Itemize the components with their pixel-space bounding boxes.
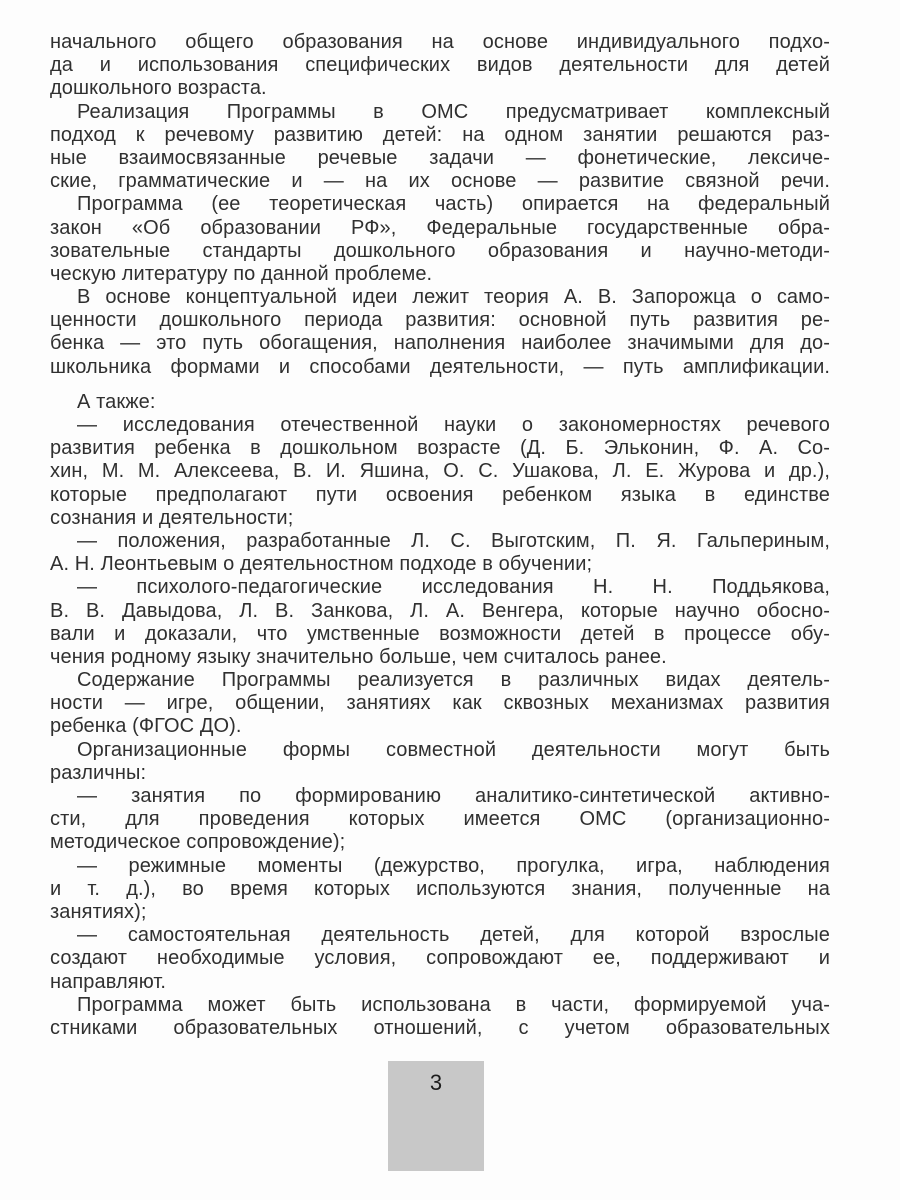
text-line: А также: bbox=[77, 390, 156, 413]
text-line: вали и доказали, что умственные возможности детей в процессе обу- bbox=[50, 622, 830, 645]
text-line: ности — игре, общении, занятиях как сквозных механизмах развития bbox=[50, 692, 830, 715]
text-line: — самостоятельная деятельность детей, для которой взрослые bbox=[77, 924, 830, 947]
text-line: В основе концептуальной идеи лежит теория А. В. Запорожца о само- bbox=[77, 286, 830, 309]
text-line: бенка — это путь обогащения, наполнения наиболее значимыми для до- bbox=[50, 332, 830, 355]
text-line: хин, М. М. Алексеева, В. И. Яшина, О. С. Ушакова, Л. Е. Журова и др.), bbox=[50, 460, 830, 483]
text-line: — исследования отечественной науки о закономерностях речевого bbox=[77, 414, 830, 436]
text-line: создают необходимые условия, сопровождают ее, поддерживают и bbox=[50, 947, 830, 970]
page-number: 3 bbox=[429, 1070, 443, 1095]
text-line: занятиях); bbox=[50, 900, 147, 923]
text-line: и т. д.), во время которых используются знания, полученные на bbox=[50, 877, 830, 900]
text-line: ные взаимосвязанные речевые задачи — фонетические, лексиче- bbox=[50, 146, 830, 169]
text-line: которые предполагают пути освоения ребенком языка в единстве bbox=[50, 483, 830, 506]
text-line: Реализация Программы в ОМС предусматривает комплексный bbox=[77, 100, 830, 123]
text-line: — занятия по формированию аналитико-синтетической активно- bbox=[77, 785, 830, 807]
text-line: — психолого-педагогические исследования Н. Н. Поддьякова, bbox=[77, 576, 830, 599]
text-line: Программа может быть использована в части, формируемой уча- bbox=[77, 993, 830, 1016]
text-line: закон «Об образовании РФ», Федеральные государственные обра- bbox=[50, 216, 830, 239]
text-line: начального общего образования на основе индивидуального подхо- bbox=[50, 31, 830, 53]
text-block bbox=[50, 31, 830, 1040]
text-line: ребенка (ФГОС ДО). bbox=[50, 715, 242, 738]
text-line: — положения, разработанные Л. С. Выготским, П. Я. Гальпериным, bbox=[77, 529, 830, 552]
text-line: ческую литературу по данной проблеме. bbox=[50, 262, 433, 285]
text-line: да и использования специфических видов деятельности для детей bbox=[50, 54, 830, 77]
text-line: ские, грамматические и — на их основе — развитие связной речи. bbox=[50, 170, 830, 193]
text-line: направляют. bbox=[50, 970, 167, 993]
text-line: Программа (ее теоретическая часть) опирается на федеральный bbox=[77, 193, 830, 216]
page-number-box bbox=[388, 1061, 484, 1171]
text-line: различны: bbox=[50, 761, 147, 784]
text-line: зовательные стандарты дошкольного образования и научно-методи- bbox=[50, 239, 830, 262]
text-line: ценности дошкольного периода развития: основной путь развития ре- bbox=[50, 309, 830, 332]
text-line: В. В. Давыдова, Л. В. Занкова, Л. А. Венгера, которые научно обосно- bbox=[50, 599, 830, 622]
text-line: — режимные моменты (дежурство, прогулка, игра, наблюдения bbox=[77, 854, 830, 877]
text-line: сти, для проведения которых имеется ОМС (организационно- bbox=[50, 808, 830, 831]
text-line: сознания и деятельности; bbox=[50, 506, 294, 529]
text-line: Организационные формы совместной деятельности могут быть bbox=[77, 738, 830, 761]
text-line: школьника формами и способами деятельности, — путь амплификации. bbox=[50, 355, 830, 378]
text-line: развития ребенка в дошкольном возрасте (Д. Б. Эльконин, Ф. А. Со- bbox=[50, 437, 830, 460]
text-line: подход к речевому развитию детей: на одном занятии решаются раз- bbox=[50, 123, 830, 146]
text-line: методическое сопровождение); bbox=[50, 831, 346, 854]
text-line: Содержание Программы реализуется в различных видах деятель- bbox=[77, 669, 830, 692]
text-line: А. Н. Леонтьевым о деятельностном подходе в обучении; bbox=[50, 553, 593, 576]
text-line: стниками образовательных отношений, с учетом образовательных bbox=[50, 1016, 830, 1039]
text-line: дошкольного возраста. bbox=[50, 77, 267, 100]
text-line: чения родному языку значительно больше, чем считалось ранее. bbox=[50, 645, 667, 668]
